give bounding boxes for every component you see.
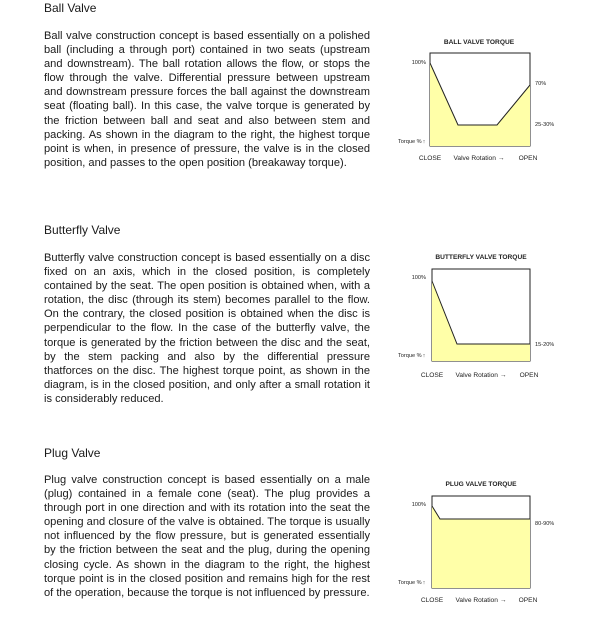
chart-x-label-open: OPEN [518,155,538,162]
paragraph-ball-valve: Ball valve construction concept is based essentially on a polished ball (including a through port) contained in two seats (upstream and downstream). The ball rotation allows the flow, or stops the flow through the valve. Differential pressure between upstream and downstream pressure forces the ball against the downstream seat (floating ball). In this case, the valve torque is generated by the friction between ball and seat and also between stem and packing. As shown in the diagram to the right, the highest torque point is when, in presence of pressure, the valve is in the closed position, and passes to the open position (breakaway torque). [44,30,370,169]
chart-y-label: Torque %↑ [398,353,426,359]
paragraph-butterfly-valve: Butterfly valve construction concept is based essentially on a disc fixed on an axis, which in the closed position, is completely contained by the seat. The open position is obtained when, with a rotation, the disc (through its stem) becomes parallel to the flow. On the contrary, the closed position is obtained when the disc is perpendicular to the flow. In the case of the butterfly valve, the torque is generated by the friction between the disc and the seat, by the stem packing and also by the differential pressure thatforces on the disc. The highest torque point, as shown in the diagram, is in the closed position, and only after a small rotation it is considerably reduced. [44,252,370,405]
chart-max-label: 100% [411,502,426,508]
chart-max-label: 100% [411,275,426,281]
chart-title: BALL VALVE TORQUE [443,39,515,46]
chart-x-label-rotation: Valve Rotation → [455,372,507,379]
section-title-plug-valve: Plug Valve [44,446,101,460]
chart-y-label: Torque %↑ [398,139,426,145]
chart-y-label: Torque %↑ [398,580,426,586]
section-title-ball-valve: Ball Valve [44,1,97,15]
ball-valve-torque-chart [388,36,568,176]
chart-side-label-80-90: 80-90% [535,521,555,527]
chart-side-label-70: 70% [535,81,547,87]
chart-x-label-rotation: Valve Rotation → [455,597,507,604]
chart-max-label: 100% [411,60,426,66]
paragraph-plug-valve: Plug valve construction concept is based essentially on a male (plug) contained in a female cone (seat). The plug provides a through port in one direction and with its rotation into the seat the opening and closure of the valve is obtained. The torque is usually not influenced by the flow pressure, but is generated essentially by the friction between the seat and the plug, during the opening closing cycle. As shown in the diagram to the right, the highest torque point is in the closed position and remains high for the rest of the operation, because the torque is not influenced by pressure. [44,474,370,599]
chart-x-label-open: OPEN [518,597,538,604]
chart-side-label-25-30: 25-30% [535,122,555,128]
chart-title: PLUG VALVE TORQUE [445,481,517,488]
chart-title: BUTTERFLY VALVE TORQUE [435,254,527,261]
butterfly-valve-torque-chart [388,250,568,390]
chart-x-label-rotation: Valve Rotation → [453,155,505,162]
chart-x-label-open: OPEN [519,372,539,379]
chart-x-label-close: CLOSE [420,597,444,604]
chart-x-label-close: CLOSE [418,155,442,162]
chart-x-label-close: CLOSE [420,372,444,379]
plug-valve-torque-chart [388,478,568,618]
chart-side-label-15-20: 15-20% [535,342,555,348]
section-title-butterfly-valve: Butterfly Valve [44,223,121,237]
